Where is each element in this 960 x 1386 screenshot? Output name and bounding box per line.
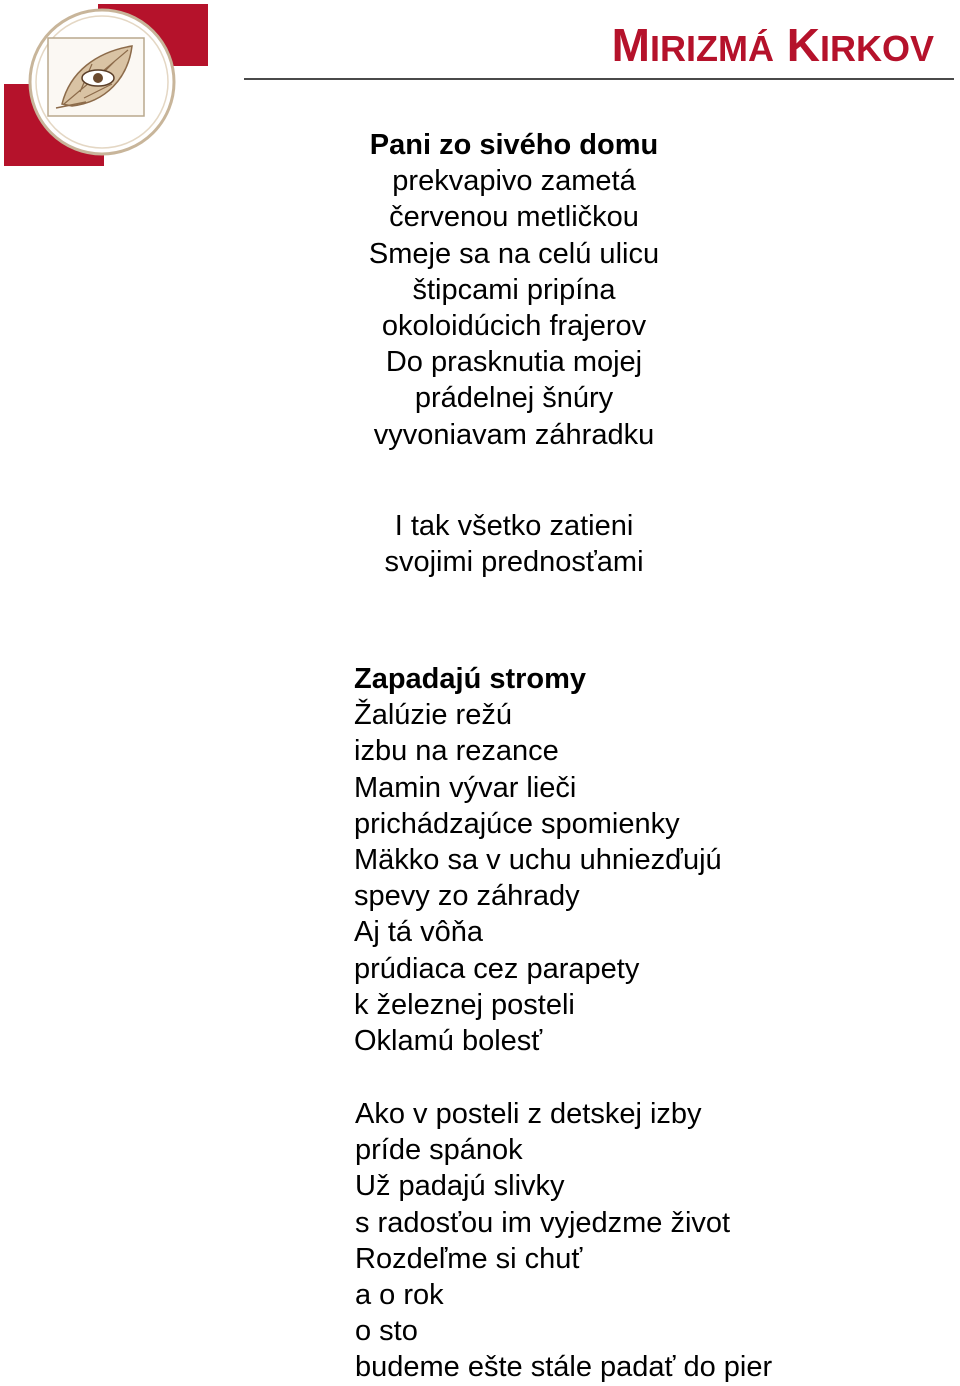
stanza-1 [356, 127, 672, 453]
poem-line: budeme ešte stále padať do pier [355, 1351, 773, 1384]
poem-line: Do prasknutia mojej [385, 346, 643, 379]
leaf-eye-logo [0, 0, 215, 170]
stanza-2 [356, 508, 672, 580]
header-rule [244, 78, 954, 80]
poem-line: prekvapivo zametá [392, 165, 636, 198]
poem-line: spevy zo záhrady [354, 880, 580, 913]
poem-line: Oklamú bolesť [354, 1025, 543, 1058]
stanza-4 [355, 1096, 772, 1386]
poem-title-line: Pani zo sivého domu [369, 129, 659, 161]
poem-line: Ako v posteli z detskej izby [355, 1098, 702, 1130]
poem-line: o sto [355, 1315, 418, 1348]
poem-line: Rozdeľme si chuť [355, 1242, 583, 1275]
poem-line: prichádzajúce spomienky [354, 807, 680, 840]
poem-line: svojimi prednosťami [384, 546, 644, 579]
poem-line: Smeje sa na celú ulicu [368, 237, 660, 270]
poem-line: okoloidúcich frajerov [381, 310, 647, 343]
poem-line: a o rok [355, 1279, 444, 1312]
poem-line: I tak všetko zatieni [394, 510, 634, 542]
poem-line: Žalúzie režú [354, 699, 512, 732]
poem-line: izbu na rezance [354, 735, 559, 768]
poem-line: príde spánok [355, 1134, 523, 1167]
poem-line: vyvoniavam záhradku [373, 418, 655, 451]
poem-line: s radosťou im vyjedzme život [355, 1206, 731, 1239]
poem-line: Aj tá vôňa [354, 916, 483, 949]
poem-line: prádelnej šnúry [414, 382, 614, 415]
poem-line: Mamin vývar lieči [354, 771, 577, 804]
poem-line: štipcami pripína [412, 273, 616, 306]
poem-title-line: Zapadajú stromy [354, 663, 587, 695]
poem-line: k železnej posteli [354, 988, 575, 1021]
stanza-3 [354, 661, 722, 1059]
poem-line: červenou metličkou [389, 201, 639, 234]
poem-line: Už padajú slivky [355, 1170, 565, 1203]
poem-line: Mäkko sa v uchu uhniezďujú [354, 844, 722, 877]
poem-line: prúdiaca cez parapety [354, 952, 640, 985]
author-name: MIRIZMÁ KIRKOV [611, 19, 934, 71]
